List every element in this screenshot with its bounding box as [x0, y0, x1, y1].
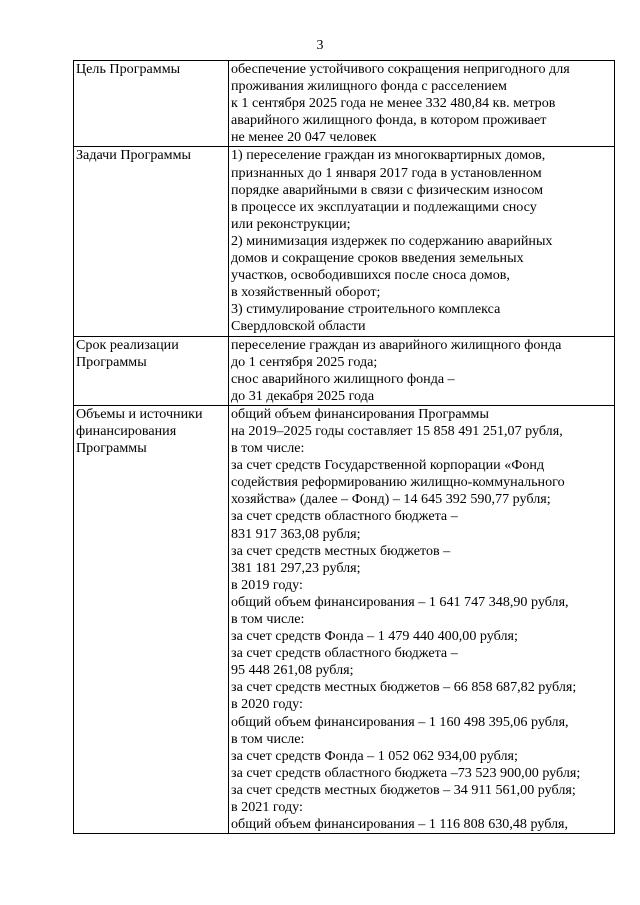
row-value-line: аварийного жилищного фонда, в котором проживает [231, 112, 547, 129]
row-label-line: Срок реализации [76, 336, 179, 353]
row-value-line: или реконструкции; [231, 215, 351, 232]
row-label-cell [74, 405, 229, 833]
row-value-line: за счет средств областного бюджета – [231, 645, 458, 662]
row-value-line: общий объем финансирования – 1 160 498 395,06 рубля, [231, 713, 569, 730]
row-value-cell [229, 336, 615, 405]
row-value-line: 95 448 261,08 рубля; [231, 662, 354, 679]
row-value-line: переселение граждан из аварийного жилищного фонда [231, 336, 562, 353]
row-value-line: общий объем финансирования – 1 641 747 348,90 рубля, [231, 593, 569, 610]
row-value-line: признанных до 1 января 2017 года в установленном [231, 164, 542, 181]
row-value-line: 2) минимизация издержек по содержанию аварийных [231, 232, 553, 249]
row-value-line: в 2020 году: [231, 696, 303, 713]
row-value-cell [229, 61, 615, 147]
row-value-line: содействия реформированию жилищно-коммунального [231, 474, 565, 491]
row-value-line: в 2021 году: [231, 799, 303, 816]
row-value-cell [229, 147, 615, 336]
row-value-line: до 1 сентября 2025 года; [231, 353, 378, 370]
row-value-line: в том числе: [231, 611, 305, 627]
row-value-line: 381 181 297,23 рубля; [231, 559, 361, 576]
row-value-line: на 2019–2025 годы составляет 15 858 491 251,07 рубля, [231, 422, 563, 439]
row-label-line: Программы [76, 353, 147, 370]
row-value-line: 3) стимулирование строительного комплекса [231, 301, 501, 318]
row-value-line: за счет средств областного бюджета – [231, 508, 458, 525]
row-value-line: участков, освободившихся после сноса домов, [231, 267, 510, 284]
row-value-line: за счет средств местных бюджетов – 66 858 687,82 рубля; [231, 679, 577, 696]
row-value-line: в процессе их эксплуатации и подлежащими сносу [231, 198, 537, 215]
row-label-cell [74, 336, 229, 405]
row-value-line: снос аварийного жилищного фонда – [231, 370, 455, 387]
row-value-line: домов и сокращение сроков введения земельных [231, 250, 524, 267]
row-label-line: Программы [76, 440, 147, 457]
row-value-line: проживания жилищного фонда с расселением [231, 78, 507, 95]
row-label-line: Цель Программы [76, 61, 181, 77]
row-value-line: в том числе: [231, 440, 305, 457]
table-row [74, 336, 615, 405]
row-value-line: за счет средств Фонда – 1 479 440 400,00 рубля; [231, 628, 518, 645]
row-value-line: обеспечение устойчивого сокращения непригодного для [231, 61, 570, 77]
row-label-line: Задачи Программы [76, 147, 191, 164]
row-value-line: в том числе: [231, 730, 305, 747]
row-value-line: Свердловской области [231, 318, 366, 335]
row-value-line: за счет средств местных бюджетов – [231, 542, 451, 559]
table-body [74, 61, 615, 834]
row-label-line: финансирования [76, 422, 177, 439]
program-passport-table [73, 60, 615, 834]
row-label-cell [74, 61, 229, 147]
row-value-line: за счет средств местных бюджетов – 34 911 561,00 рубля; [231, 781, 576, 798]
row-value-line: к 1 сентября 2025 года не менее 332 480,84 кв. метров [231, 95, 556, 112]
table-row [74, 147, 615, 336]
page-number: 3 [316, 38, 324, 53]
row-value-cell [229, 405, 615, 833]
row-value-line: в хозяйственный оборот; [231, 284, 381, 301]
row-value-line: 831 917 363,08 рубля; [231, 525, 361, 542]
row-label-line: Объемы и источники [76, 405, 203, 422]
row-value-line: не менее 20 047 человек [231, 129, 377, 146]
table-row [74, 405, 615, 833]
row-value-line: порядке аварийными в связи с физическим износом [231, 181, 544, 198]
row-value-line: за счет средств Государственной корпорации «Фонд [231, 457, 545, 474]
row-value-line: в 2019 году: [231, 576, 303, 593]
row-value-line: до 31 декабря 2025 года [231, 387, 375, 404]
row-value-line: за счет средств Фонда – 1 052 062 934,00 рубля; [231, 747, 518, 764]
row-value-line: хозяйства» (далее – Фонд) – 14 645 392 590,77 рубля; [231, 491, 551, 508]
row-value-line: за счет средств областного бюджета –73 523 900,00 рубля; [231, 764, 581, 781]
row-label-cell [74, 147, 229, 336]
row-value-line: общий объем финансирования – 1 116 808 630,48 рубля, [231, 816, 569, 833]
table-row [74, 61, 615, 147]
row-value-line: 1) переселение граждан из многоквартирных домов, [231, 147, 546, 164]
row-value-line: общий объем финансирования Программы [231, 405, 489, 422]
